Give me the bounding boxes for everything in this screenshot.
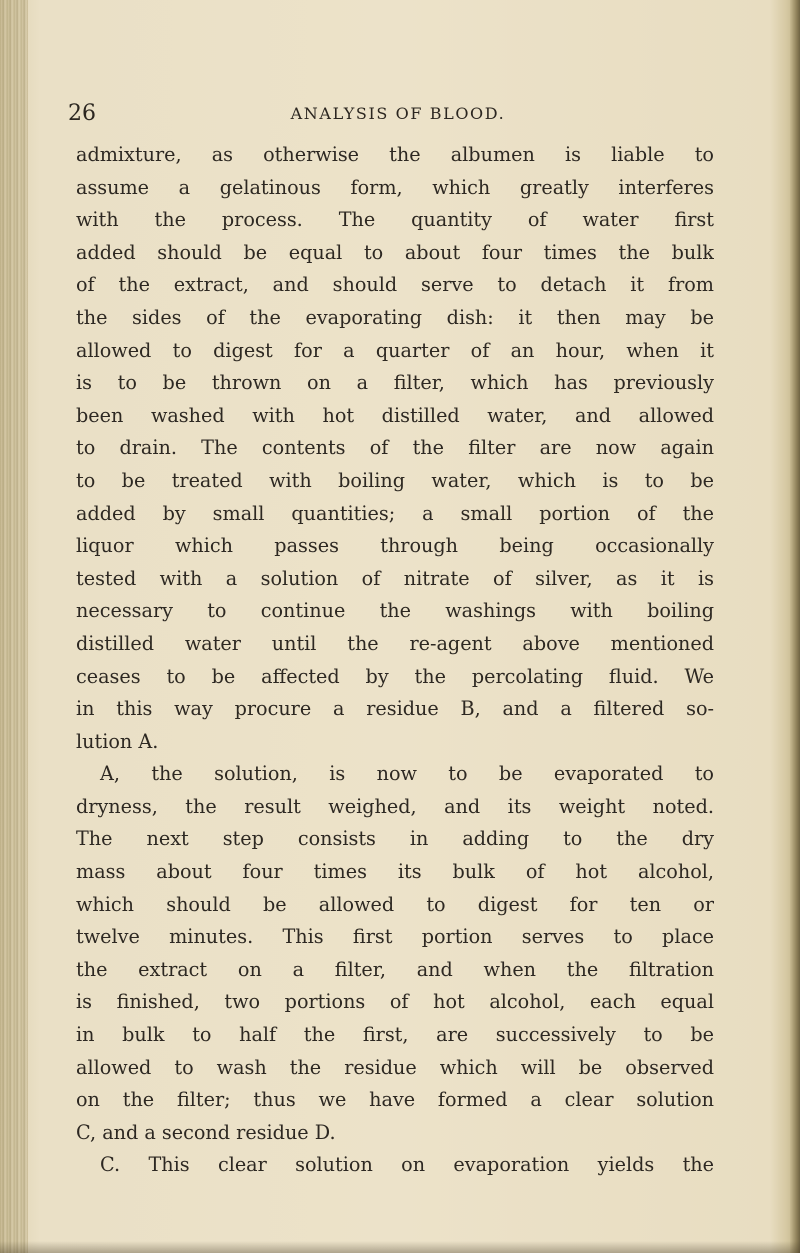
text-line: A, the solution, is now to be evaporated to bbox=[100, 762, 714, 786]
text-line: C, and a second residue D. bbox=[76, 1120, 336, 1144]
text-line: the sides of the evaporating dish: it then may be bbox=[76, 305, 714, 329]
text-line: to be treated with boiling water, which is to be bbox=[76, 468, 714, 492]
running-head: ANALYSIS OF BLOOD. bbox=[290, 104, 506, 123]
text-line: been washed with hot distilled water, and allowed bbox=[76, 403, 714, 427]
text-line: liquor which passes through being occasionally bbox=[76, 534, 714, 558]
text-line: the extract on a filter, and when the filtration bbox=[76, 957, 714, 981]
body-text bbox=[76, 139, 714, 1182]
text-line: lution A. bbox=[76, 729, 159, 753]
page-edge-shadow bbox=[790, 0, 800, 1253]
text-line: is finished, two portions of hot alcohol, each equal bbox=[76, 990, 714, 1014]
text-line: dryness, the result weighed, and its weight noted. bbox=[76, 794, 714, 818]
text-line: C. This clear solution on evaporation yields the bbox=[100, 1153, 714, 1177]
text-line: mass about four times its bulk of hot alcohol, bbox=[76, 860, 714, 884]
text-line: tested with a solution of nitrate of silver, as it is bbox=[76, 566, 714, 590]
text-line: in bulk to half the first, are successively to be bbox=[76, 1023, 714, 1047]
text-line: added by small quantities; a small portion of the bbox=[76, 501, 714, 525]
page-gutter-shadow bbox=[0, 0, 28, 1253]
text-line: admixture, as otherwise the albumen is liable to bbox=[76, 143, 714, 166]
text-line: with the process. The quantity of water first bbox=[76, 208, 714, 232]
text-line: of the extract, and should serve to detach it from bbox=[76, 273, 714, 297]
text-line: allowed to digest for a quarter of an hour, when it bbox=[76, 338, 714, 362]
text-line: ceases to be affected by the percolating fluid. We bbox=[76, 664, 714, 688]
text-line: in this way procure a residue B, and a filtered so- bbox=[76, 697, 714, 721]
text-line: added should be equal to about four times the bulk bbox=[76, 240, 714, 264]
text-line: to drain. The contents of the filter are now again bbox=[76, 436, 714, 460]
text-line: is to be thrown on a filter, which has previously bbox=[76, 371, 714, 395]
text-line: allowed to wash the residue which will be observed bbox=[76, 1055, 714, 1079]
page-bottom-shadow bbox=[0, 1241, 800, 1253]
text-line: necessary to continue the washings with boiling bbox=[76, 599, 714, 623]
text-line: twelve minutes. This first portion serves to place bbox=[76, 925, 714, 949]
page-number: 26 bbox=[68, 101, 96, 126]
text-line: distilled water until the re-agent above mentioned bbox=[76, 631, 714, 655]
text-line: assume a gelatinous form, which greatly interferes bbox=[76, 175, 714, 199]
page-header bbox=[68, 101, 728, 134]
text-line: on the filter; thus we have formed a clear solution bbox=[76, 1088, 714, 1112]
text-line: which should be allowed to digest for ten or bbox=[76, 892, 714, 916]
text-line: The next step consists in adding to the dry bbox=[76, 827, 714, 851]
